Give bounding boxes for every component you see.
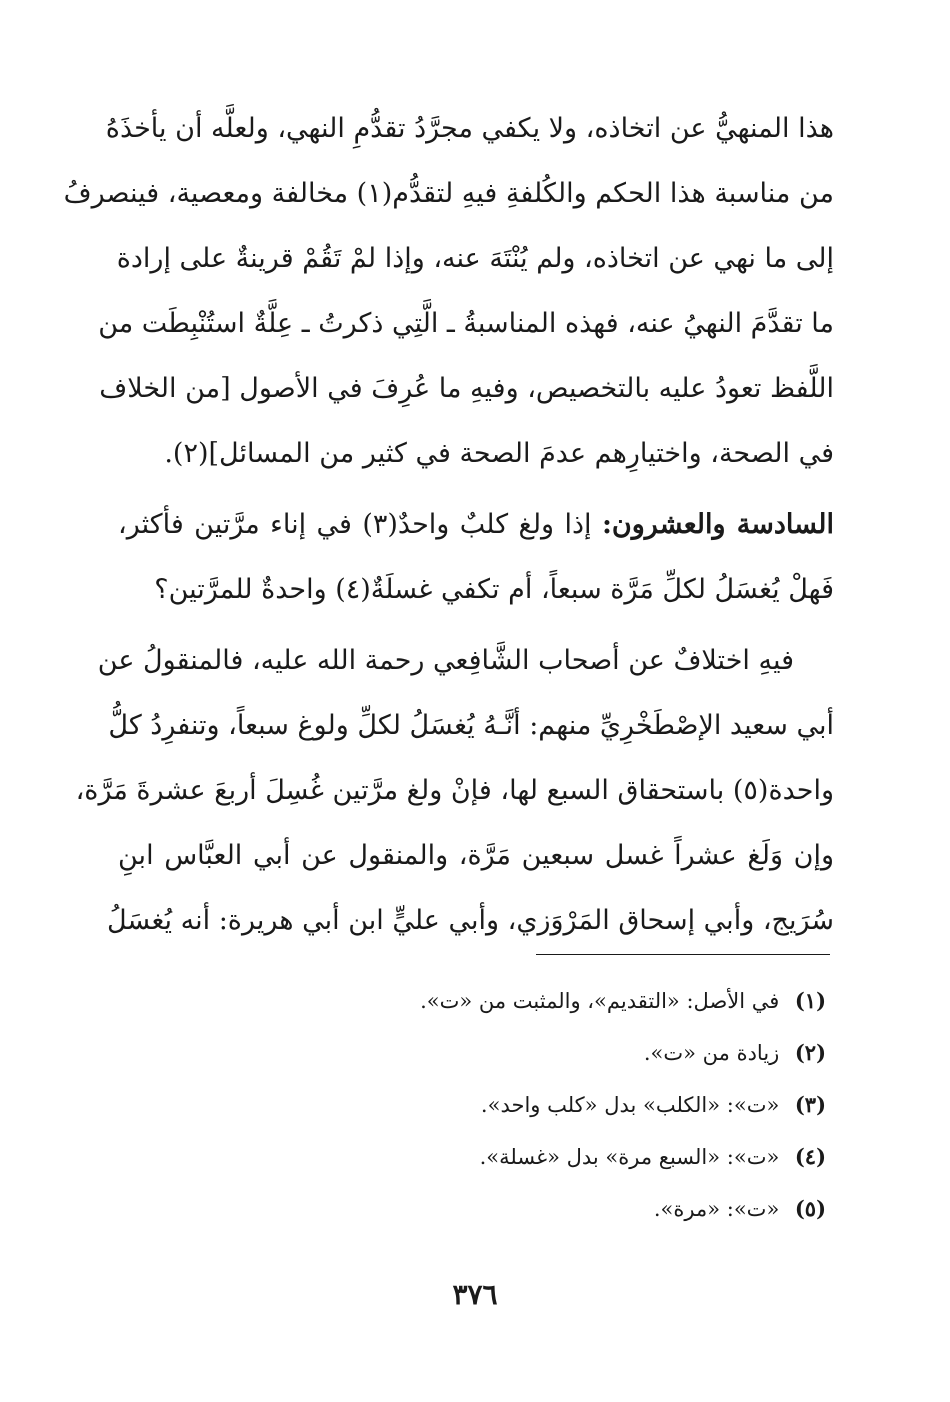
- footnote-text: «ت»: «السبع مرة» بدل «غسلة».: [479, 1145, 780, 1169]
- footnote-text: «ت»: «الكلب» بدل «كلب واحد».: [480, 1093, 780, 1117]
- footnote-number: (٤): [794, 1144, 826, 1169]
- footnote: [266, 1079, 826, 1131]
- footnotes: [266, 975, 826, 1235]
- text-line: وإن وَلَغ عشراً غسل سبعين مَرَّة، والمنقول عن أبي العبَّاس ابنِ: [118, 840, 834, 871]
- text-line-with-heading: [118, 492, 834, 557]
- text-line: واحدة(٥) باستحقاق السبع لها، فإنْ ولغ مرَّتين غُسِلَ أربعَ عشرةَ مَرَّة،: [75, 775, 834, 806]
- footnote-text: «ت»: «مرة».: [653, 1197, 780, 1221]
- text-line: أبي سعيد الإصْطَخْرِيِّ منهم: أنَّـهُ يُغسَلُ لكلِّ ولوغ سبعاً، وتنفرِدُ كلُّ: [108, 710, 834, 741]
- footnote: [266, 1027, 826, 1079]
- text-line: اللَّفظ تعودُ عليه بالتخصيص، وفيهِ ما عُرِفَ في الأصول [من الخلاف: [99, 373, 834, 404]
- main-text: [63, 96, 834, 953]
- footnote: [266, 975, 826, 1027]
- text-line: إلى ما نهي عن اتخاذه، ولم يُنْتَهَ عنه، وإذا لمْ تَقُمْ قرينةٌ على إرادة: [116, 243, 834, 274]
- footnote-number: (١): [794, 988, 826, 1013]
- text-line: هذا المنهيُّ عن اتخاذه، ولا يكفي مجرَّدُ تقدُّمِ النهي، ولعلَّه أن يأخذَهُ: [105, 113, 834, 144]
- footnote-number: (٥): [794, 1196, 826, 1221]
- text-line: فيهِ اختلافٌ عن أصحاب الشَّافِعي رحمة الله عليه، فالمنقولُ عن: [97, 645, 794, 676]
- text-run: إذا ولغ كلبٌ واحدٌ(٣) في إناء مرَّتين فأكثر،: [118, 509, 592, 540]
- text-line: من مناسبة هذا الحكم والكُلفةِ فيهِ لتقدُّم(١) مخالفة ومعصية، فينصرفُ: [63, 178, 834, 209]
- footnote: [266, 1183, 826, 1235]
- section-heading: السادسة والعشرون:: [601, 509, 834, 540]
- text-line: في الصحة، واختيارِهم عدمَ الصحة في كثير من المسائل](٢).: [164, 438, 834, 469]
- footnote-number: (٢): [794, 1040, 826, 1065]
- footnote-number: (٣): [794, 1092, 826, 1117]
- text-line: فَهلْ يُغسَلُ لكلِّ مَرَّة سبعاً، أم تكفي غسلَةٌ(٤) واحدةٌ للمرَّتين؟: [154, 574, 834, 605]
- footnote-text: زيادة من «ت».: [643, 1041, 780, 1065]
- text-line: ما تقدَّمَ النهيُ عنه، فهذه المناسبةُ ـ الَّتِي ذكرتُ ـ عِلَّةٌ استُنْبِطَت من: [98, 308, 834, 339]
- footnote-separator: [536, 954, 830, 955]
- footnote: [266, 1131, 826, 1183]
- text-line: سُرَيج، وأبي إسحاق المَرْوَزي، وأبي عليٍّ ابن أبي هريرة: أنه يُغسَلُ: [106, 905, 834, 936]
- page-number: ٣٧٦: [452, 1278, 498, 1311]
- footnote-text: في الأصل: «التقديم»، والمثبت من «ت».: [420, 989, 780, 1013]
